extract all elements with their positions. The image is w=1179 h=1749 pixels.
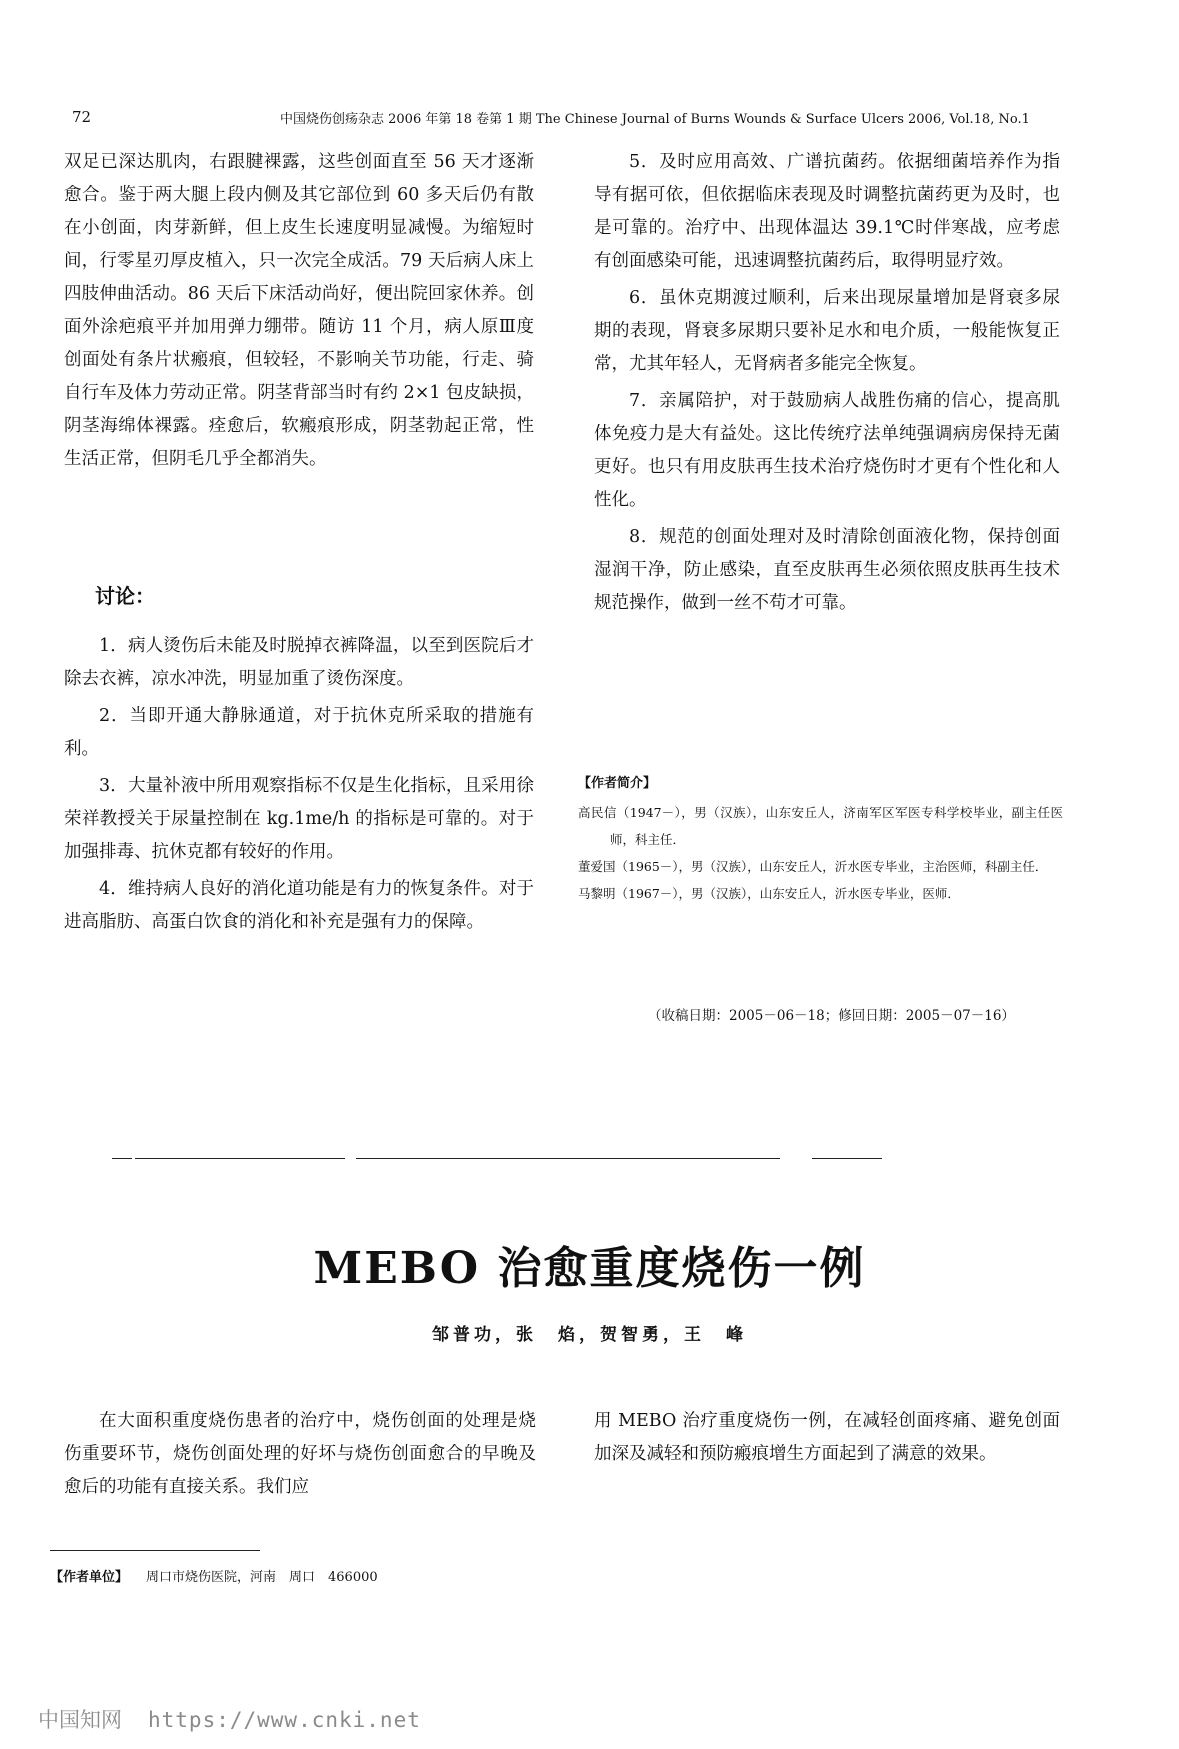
body-paragraph: 双足已深达肌肉，右跟腱裸露，这些创面直至 56 天才逐渐愈合。鉴于两大腿上段内侧及其它部位到 60 多天后仍有散在小创面，肉芽新鲜，但上皮生长速度明显减慢。为缩短时间，行零星刃厚皮植入，只一次完全成活。79 天后病人床上四肢伸曲活动。86 天后下床活动尚好，便出院回家休养。创面外涂疤痕平并加用弹力绷带。随访 11 个月，病人原Ⅲ度创面处有条片状瘢痕，但较轻，不影响关节功能，行走、骑自行车及体力劳动正常。阴茎背部当时有约 2×1 包皮缺损，阴茎海绵体裸露。痊愈后，软瘢痕形成，阴茎勃起正常，性生活正常，但阴毛几乎全都消失。 — [64, 152, 534, 469]
article-intro-left — [64, 1405, 536, 1508]
footnote-rule — [50, 1550, 260, 1551]
article-intro-right — [594, 1405, 1060, 1475]
author-bio-entry: 高民信（1947－），男（汉族），山东安丘人，济南军区军医专科学校毕业，副主任医师，科主任． — [578, 805, 1063, 847]
watermark-brand: 中国知网 — [38, 1708, 122, 1732]
discussion-heading: 讨论： — [95, 584, 155, 608]
discussion-item: 2．当即开通大静脉通道，对于抗休克所采取的措施有利。 — [64, 706, 534, 759]
discussion-item: 6．虽休克期渡过顺利，后来出现尿量增加是肾衰多尿期的表现，肾衰多尿期只要补足水和电介质，一般能恢复正常，尤其年轻人，无肾病者多能完全恢复。 — [594, 288, 1060, 374]
affiliation-label: 【作者单位】 — [50, 1570, 129, 1585]
author-bio — [578, 770, 1063, 907]
left-column-body — [64, 146, 534, 480]
intro-paragraph: 在大面积重度烧伤患者的治疗中，烧伤创面的处理是烧伤重要环节，烧伤创面处理的好坏与烧伤创面愈合的早晚及愈后的功能有直接关系。我们应 — [64, 1411, 536, 1497]
discussion-item: 4．维持病人良好的消化道功能是有力的恢复条件。对于进高脂肪、高蛋白饮食的消化和补充是强有力的保障。 — [64, 879, 534, 932]
article-authors: 邹普功，张 焰，贺智勇，王 峰 — [432, 1325, 747, 1345]
affiliation-text: 周口市烧伤医院，河南 周口 466000 — [146, 1570, 378, 1585]
page-number: 72 — [72, 108, 92, 126]
intro-paragraph-continued: 用 MEBO 治疗重度烧伤一例，在减轻创面疼痛、避免创面加深及减轻和预防瘢痕增生方面起到了满意的效果。 — [594, 1411, 1060, 1464]
running-header: 中国烧伤创疡杂志 2006 年第 18 卷第 1 期 The Chinese Journal of Burns Wounds & Surface Ulcers 2006, Vol.18, No.1 — [280, 112, 1030, 127]
discussion-item: 1．病人烫伤后未能及时脱掉衣裤降温，以至到医院后才除去衣裤，凉水冲洗，明显加重了烫伤深度。 — [64, 636, 534, 689]
separator-line — [112, 1158, 132, 1159]
discussion-item: 8．规范的创面处理对及时清除创面液化物，保持创面湿润干净，防止感染，直至皮肤再生必须依照皮肤再生技术规范操作，做到一丝不苟才可靠。 — [594, 527, 1060, 613]
discussion-item: 3．大量补液中所用观察指标不仅是生化指标，且采用徐荣祥教授关于尿量控制在 kg.1me/h 的指标是可靠的。对于加强排毒、抗休克都有较好的作用。 — [64, 776, 534, 862]
discussion-item: 7．亲属陪护，对于鼓励病人战胜伤痛的信心，提高肌体免疫力是大有益处。这比传统疗法单纯强调病房保持无菌更好。也只有用皮肤再生技术治疗烧伤时才更有个性化和人性化。 — [594, 391, 1060, 510]
article-title: MEBO 治愈重度烧伤一例 — [313, 1243, 866, 1294]
separator-line — [135, 1158, 345, 1159]
discussion-left-column — [64, 630, 534, 943]
author-bio-entry: 董爱国（1965－），男（汉族），山东安丘人，沂水医专毕业，主治医师，科副主任． — [578, 859, 1048, 874]
separator-line — [356, 1158, 780, 1159]
discussion-item: 5．及时应用高效、广谱抗菌药。依据细菌培养作为指导有据可依，但依据临床表现及时调整抗菌药更为及时，也是可靠的。治疗中、出现体温达 39.1℃时伴寒战，应考虑有创面感染可能，迅速调整抗菌药后，取得明显疗效。 — [594, 152, 1060, 271]
author-bio-entry: 马黎明（1967－），男（汉族），山东安丘人，沂水医专毕业，医师． — [578, 886, 960, 901]
discussion-right-column — [594, 146, 1060, 624]
separator-line — [812, 1158, 882, 1159]
cnki-watermark — [38, 1704, 421, 1734]
received-dates: （收稿日期：2005－06－18；修回日期：2005－07－16） — [648, 1008, 1015, 1024]
author-affiliation — [50, 1566, 378, 1585]
watermark-url: https://www.cnki.net — [148, 1708, 421, 1732]
author-bio-heading: 【作者简介】 — [578, 776, 657, 791]
